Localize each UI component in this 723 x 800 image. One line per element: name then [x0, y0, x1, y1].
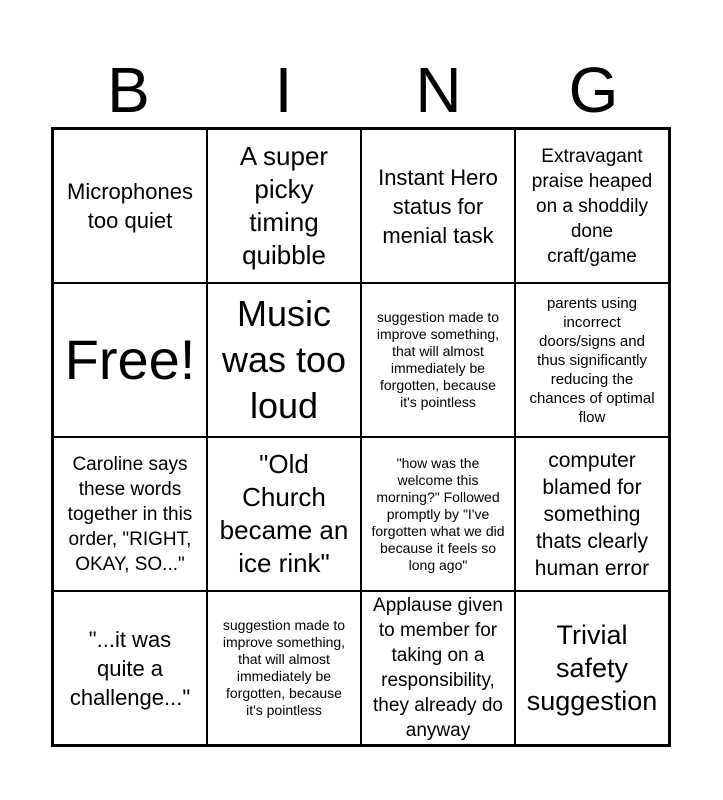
bingo-cell[interactable] [515, 591, 669, 745]
cell-text: Free! [64, 328, 196, 391]
cell-text: suggestion made to improve something, that will almost immediately be forgotten, because it's pointless [376, 309, 500, 410]
bingo-cell[interactable] [53, 437, 207, 591]
bingo-cell[interactable] [361, 283, 515, 437]
bingo-cell[interactable] [207, 129, 361, 283]
cell-text: parents using incorrect doors/signs and thus significantly reducing the chances of optimal flow [529, 294, 655, 426]
cell-text: Caroline says these words together in this order, "RIGHT, OKAY, SO..." [67, 453, 193, 575]
bingo-cell[interactable] [361, 591, 515, 745]
cell-text: "how was the welcome this morning?" Followed promptly by "I've forgotten what we did because it feels so long ago" [371, 454, 505, 573]
bingo-grid [51, 127, 671, 747]
bingo-cell[interactable] [53, 591, 207, 745]
header-letter-b: B [107, 54, 150, 126]
bingo-cell[interactable] [515, 437, 669, 591]
cell-text: Instant Hero status for menial task [378, 164, 498, 248]
cell-text: "Old Church became an ice rink" [219, 449, 349, 578]
header-letter-g: G [568, 54, 619, 126]
bingo-cell[interactable] [515, 129, 669, 283]
bingo-cell[interactable] [515, 283, 669, 437]
cell-text: Extravagant praise heaped on a shoddily done craft/game [531, 145, 653, 267]
bingo-cell[interactable] [53, 129, 207, 283]
cell-text: Music was too loud [221, 293, 347, 426]
bingo-cell[interactable] [207, 283, 361, 437]
cell-text: Microphones too quiet [67, 179, 193, 233]
bingo-cell-free[interactable] [53, 283, 207, 437]
bingo-cell[interactable] [361, 437, 515, 591]
cell-text: A super picky timing quibble [239, 141, 329, 270]
header-letter-i: I [274, 54, 293, 126]
bingo-cell[interactable] [207, 437, 361, 591]
cell-text: computer blamed for something thats clearly human error [534, 448, 650, 580]
cell-text: Trivial safety suggestion [526, 619, 658, 716]
cell-text: Applause given to member for taking on a responsibility, they already do anyway [373, 595, 503, 741]
bingo-header [51, 52, 671, 128]
cell-text: "...it was quite a challenge..." [69, 626, 191, 710]
bingo-cell[interactable] [361, 129, 515, 283]
cell-text: suggestion made to improve something, that will almost immediately be forgotten, because it's pointless [222, 617, 346, 718]
header-letter-n: N [415, 54, 462, 126]
bingo-cell[interactable] [207, 591, 361, 745]
